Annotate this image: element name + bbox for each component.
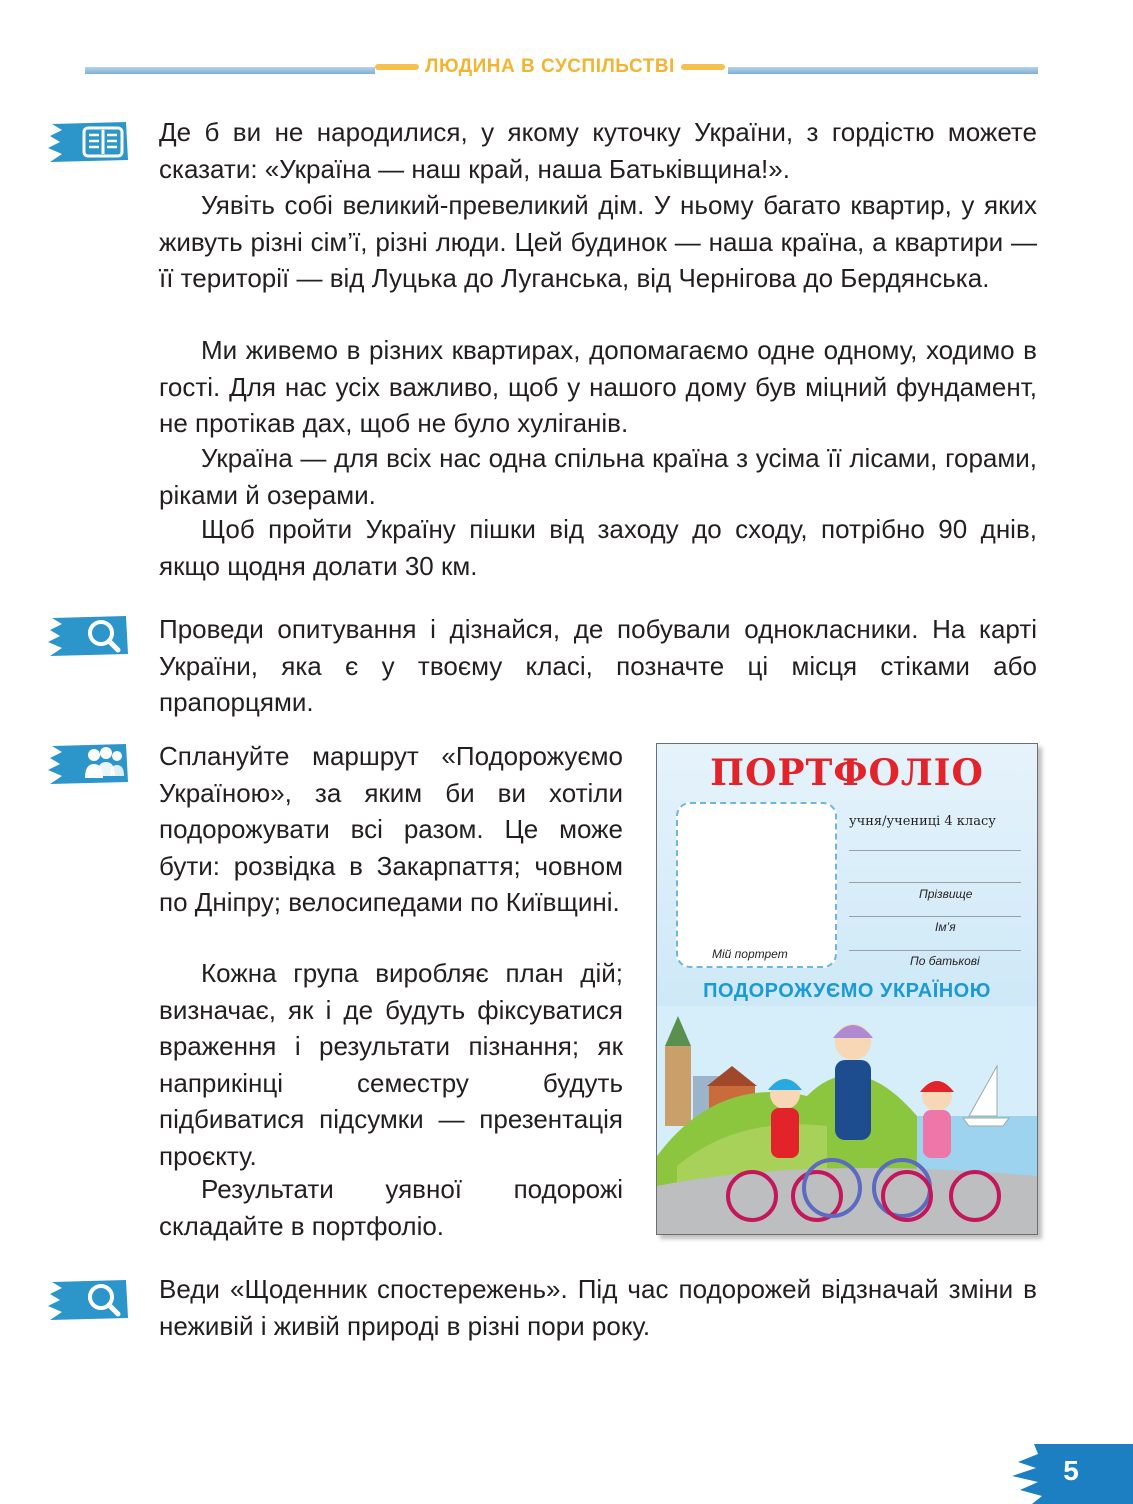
header-rule-right <box>728 67 1038 74</box>
portfolio-cover <box>656 743 1038 1235</box>
decorative-stroke <box>375 64 419 70</box>
paragraph: Щоб пройти Україну пішки від заходу до сходу, потрібно 90 днів, якщо щодня долати 30 км. <box>159 514 1037 581</box>
paragraph: Проведи опитування і дізнайся, де побували однокласники. На карті України, яка є у твоєму класі, позначте ці місця стіками або прапорцями. <box>159 614 1037 717</box>
paragraph: Результати уявної подорожі складайте в портфоліо. <box>159 1174 623 1241</box>
decorative-stroke <box>681 64 725 70</box>
form-line <box>849 882 1021 883</box>
cycling-illustration <box>657 1006 1037 1234</box>
running-header <box>360 56 740 84</box>
student-line: учня/учениці 4 класу <box>849 814 996 829</box>
photo-caption: Мій портрет <box>712 947 788 961</box>
page-number: 5 <box>1063 1455 1079 1486</box>
form-line <box>849 950 1021 951</box>
magnifier-icon <box>48 1276 134 1316</box>
paragraph: Де б ви не народилися, у якому куточку України, з гордістю можете сказати: «Україна — наш край, наша Батьківщина!». <box>159 117 1037 184</box>
photo-frame <box>676 802 837 968</box>
form-line <box>849 916 1021 917</box>
open-book-icon <box>48 118 134 158</box>
paragraph: Кожна група виробляє план дій; визначає, як і де будуть фіксуватися враження і результати пізнання; як наприкінці семестру будуть підбиватися підсумки — презентація проєкту. <box>159 958 623 1171</box>
header-title: ЛЮДИНА В СУСПІЛЬСТВІ <box>425 56 675 77</box>
patronymic-label: По батькові <box>910 954 980 968</box>
form-line <box>849 850 1021 851</box>
group-people-icon <box>48 740 134 780</box>
portfolio-title: ПОРТФОЛІО <box>710 752 984 794</box>
paragraph: Ми живемо в різних квартирах, допомагаємо одне одному, ходимо в гості. Для нас усіх важливо, щоб у нашого дому був міцний фундамент, не протікав дах, щоб не було хуліганів. <box>159 335 1037 438</box>
paragraph: Веди «Щоденник спостережень». Під час подорожей відзначай зміни в неживій і живій природі в різні пори року. <box>159 1274 1037 1341</box>
paragraph: Уявіть собі великий-превеликий дім. У ньому багато квартир, у яких живуть різні сім’ї, різні люди. Цей будинок — наша країна, а квартири — її території — від Луцька до Луганська, від Чернігова до Бердянська. <box>159 190 1037 293</box>
name-label: Ім’я <box>935 920 956 934</box>
paragraph: Сплануйте маршрут «Подорожуємо Україною», за яким би ви хотіли подорожувати всі разом. Це може бути: розвідка в Закарпаття; човном по Дніпру; велосипедами по Київщині. <box>159 741 623 917</box>
magnifier-icon <box>48 612 134 652</box>
portfolio-subtitle: ПОДОРОЖУЄМО УКРАЇНОЮ <box>703 980 991 1002</box>
header-rule-left <box>85 67 375 74</box>
paragraph: Україна — для всіх нас одна спільна країна з усіма її лісами, горами, ріками й озерами. <box>159 443 1037 510</box>
surname-label: Прізвище <box>919 887 973 901</box>
